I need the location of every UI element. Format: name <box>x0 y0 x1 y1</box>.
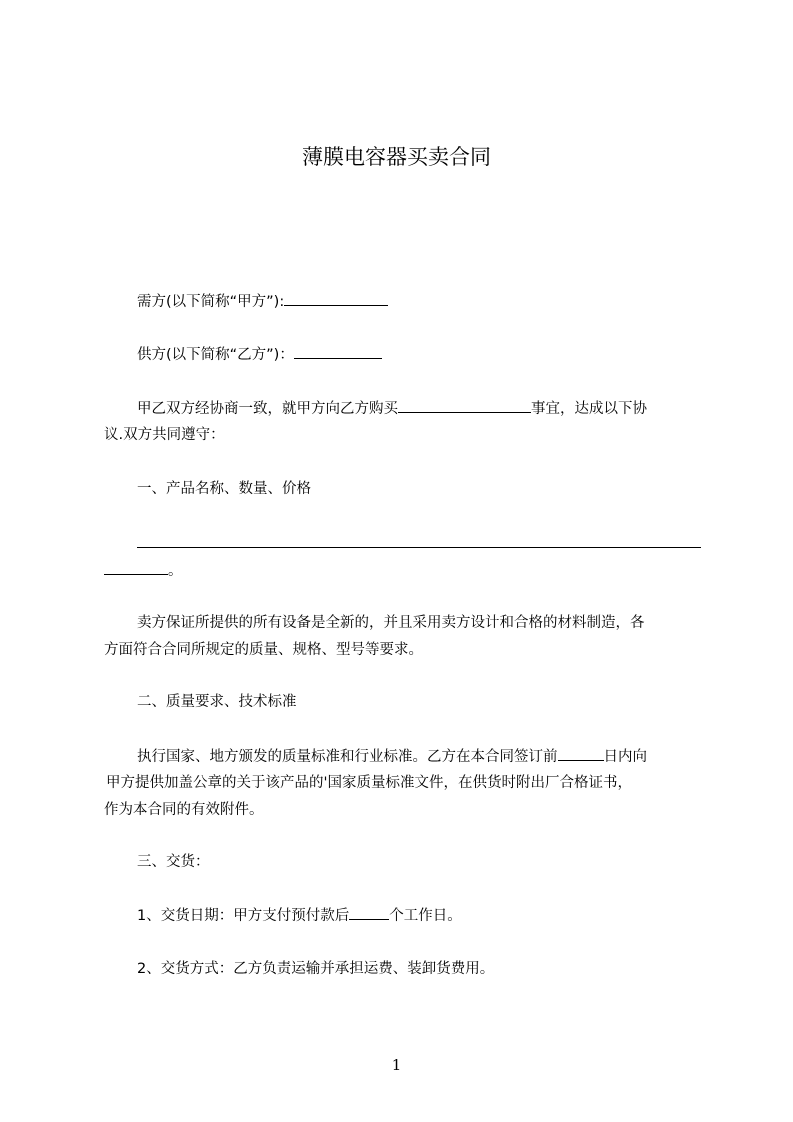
product-blank-line-2 <box>104 559 183 582</box>
days-blank <box>558 745 604 761</box>
page-number: 1 <box>391 1056 402 1074</box>
quality-line-2: 甲方提供加盖公章的关于该产品的'国家质量标准文件，在供货时附出厂合格证书， <box>106 775 632 791</box>
buyer-label: 需方(以下简称“甲方”): <box>137 294 285 310</box>
delivery-date-line <box>137 904 462 927</box>
seller-label: 供方(以下简称“乙方”)： <box>137 347 294 363</box>
section1-heading: 一、产品名称、数量、价格 <box>137 481 311 497</box>
quality-line-3: 作为本合同的有效附件。 <box>104 802 264 818</box>
product-blank-2 <box>104 559 168 575</box>
product-blank-1 <box>137 532 701 548</box>
intro-line-1 <box>137 397 647 420</box>
guarantee-line-1: 卖方保证所提供的所有设备是全新的，并且采用卖方设计和合格的材料制造，各 <box>137 615 645 631</box>
seller-blank <box>294 343 382 359</box>
document-title: 薄膜电容器买卖合同 <box>302 145 491 169</box>
section2-heading: 二、质量要求、技术标准 <box>137 694 297 710</box>
delivery-date-text-1: 1、交货日期：甲方支付预付款后 <box>137 908 350 924</box>
quality-text-2: 日内向 <box>603 749 647 765</box>
intro-text-1: 甲乙双方经协商一致，就甲方向乙方购买 <box>137 401 398 417</box>
section3-heading: 三、交货： <box>137 854 210 870</box>
quality-line-1 <box>137 745 647 768</box>
workdays-blank <box>349 904 389 920</box>
product-period: 。 <box>168 563 183 579</box>
seller-line <box>137 343 382 366</box>
delivery-method-line: 2、交货方式：乙方负责运输并承担运费、装卸货费用。 <box>137 961 495 977</box>
guarantee-line-2: 方面符合合同所规定的质量、规格、型号等要求。 <box>104 642 423 658</box>
product-blank-line-1 <box>137 532 701 555</box>
buyer-blank <box>284 290 388 306</box>
quality-text-1: 执行国家、地方颁发的质量标准和行业标准。乙方在本合同签订前 <box>137 749 558 765</box>
buyer-line <box>137 290 388 313</box>
intro-line-2: 议.双方共同遵守： <box>104 427 225 443</box>
intro-text-2: 事宜，达成以下协 <box>531 401 647 417</box>
purchase-item-blank <box>398 397 531 413</box>
delivery-date-text-2: 个工作日。 <box>389 908 462 924</box>
